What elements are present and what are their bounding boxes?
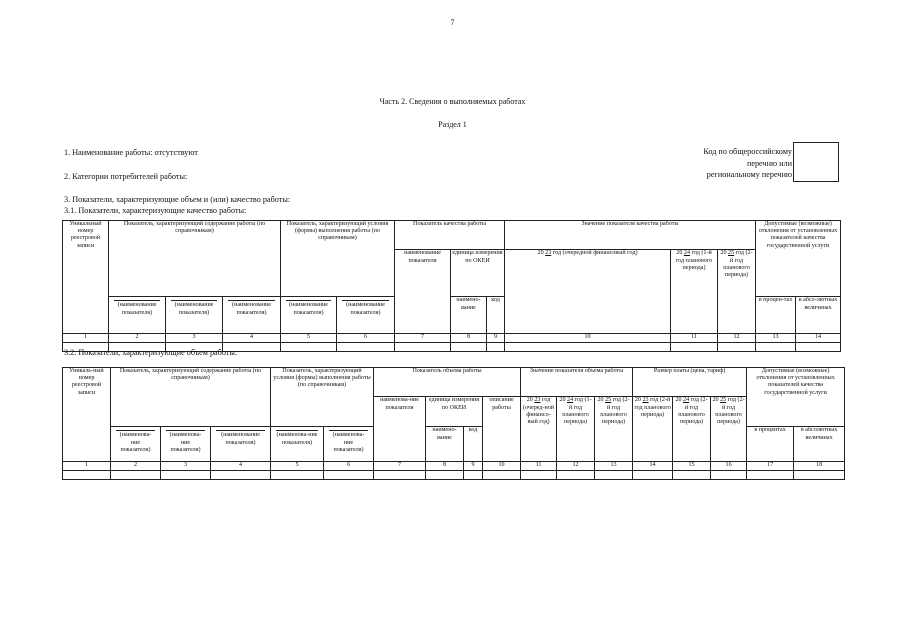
column-number: 5 (271, 462, 324, 471)
content-sub-3 (211, 427, 271, 462)
allowed-blank (747, 397, 845, 427)
value-year-2-value: 24 (567, 397, 574, 404)
column-number: 14 (633, 462, 673, 471)
content-sub-2-text: (наименова-ние показателя) (166, 430, 205, 454)
value-year-1-value: 23 (534, 397, 541, 404)
allowed-blank (756, 250, 841, 297)
col-unit-code: код (464, 427, 483, 462)
column-number: 8 (451, 334, 487, 343)
content-sub-1-text: (наименование показателя) (114, 300, 160, 316)
conditions-sub-2-text: (наименование показателя) (342, 300, 389, 316)
year-2-suffix: год (1-й год планового периода) (675, 250, 713, 271)
column-number: 3 (166, 334, 223, 343)
consumer-category-line: 2. Категории потребителей работы: (64, 172, 188, 181)
column-number: 16 (711, 462, 747, 471)
col-fee-year-2 (673, 397, 711, 462)
fee-year-1-suffix: год (2-й год планового периода) (634, 397, 671, 418)
column-number: 9 (487, 334, 505, 343)
col-unit-name: наимено-вание (451, 297, 487, 334)
value-year-1-suffix: год (очеред-ной финансо-вый год) (523, 397, 555, 425)
content-sub-2-text: (наименование показателя) (171, 300, 217, 316)
content-blank (111, 397, 271, 427)
col-description: описание работы (483, 397, 521, 462)
column-number: 14 (796, 334, 841, 343)
column-number: 2 (109, 334, 166, 343)
section-title: Раздел 1 (438, 120, 467, 129)
col-year-2 (671, 250, 718, 334)
col-content: Показатель, характеризующий содержание работы (по справочникам) (109, 221, 281, 250)
col-conditions: Показатель, характеризующий условия (формы) выполнения работы (по справочникам) (271, 368, 374, 397)
column-number: 13 (756, 334, 796, 343)
col-content: Показатель, характеризующий содержание работы (по справочникам) (111, 368, 271, 397)
col-value-year-3 (595, 397, 633, 462)
column-number: 3 (161, 462, 211, 471)
col-unit-code: код (487, 297, 505, 334)
col-fee-year-3 (711, 397, 747, 462)
year-2-value: 24 (683, 250, 690, 257)
column-number: 9 (464, 462, 483, 471)
column-number: 6 (324, 462, 374, 471)
conditions-blank (271, 397, 374, 427)
content-sub-1 (109, 297, 166, 334)
column-number: 12 (557, 462, 595, 471)
fee-year-3-prefix: 20 (712, 397, 719, 404)
quality-indicators-table (62, 220, 841, 352)
column-number: 4 (223, 334, 281, 343)
year-3-suffix: год (2-й год планового периода) (723, 250, 753, 278)
value-year-3-prefix: 20 (597, 397, 604, 404)
col-allowed (756, 221, 841, 250)
column-number: 13 (595, 462, 633, 471)
column-number: 10 (505, 334, 671, 343)
content-sub-3-text: (наименование показателя) (216, 430, 265, 446)
col-fee: Размер платы (цена, тариф) (633, 368, 747, 397)
fee-year-3-value: 25 (720, 397, 727, 404)
column-number: 6 (337, 334, 395, 343)
col-unit: единица измерения по ОКЕИ (426, 397, 483, 427)
col-value: Значение показателя объема работы (521, 368, 633, 397)
column-numbers-row (63, 462, 845, 471)
table-row (63, 471, 845, 480)
content-sub-3-text: (наименование показателя) (228, 300, 275, 316)
year-3-value: 25 (728, 250, 735, 257)
col-value-year-1 (521, 397, 557, 462)
value-year-2-suffix: год (1-й год планового периода) (562, 397, 592, 425)
column-number: 4 (211, 462, 271, 471)
col-percent: в процен-тах (756, 297, 796, 334)
column-number: 11 (521, 462, 557, 471)
col-percent: в процентах (747, 427, 794, 462)
value-year-2-prefix: 20 (559, 397, 566, 404)
fee-year-2-suffix: год (2-й год планового периода) (678, 397, 708, 425)
conditions-sub-1 (281, 297, 337, 334)
col-value-year-2 (557, 397, 595, 462)
column-number: 12 (718, 334, 756, 343)
column-number: 5 (281, 334, 337, 343)
col-volume: Показатель объема работы (374, 368, 521, 397)
fee-year-1-prefix: 20 (634, 397, 641, 404)
col-absolute: в абсо-лютных величинах (796, 297, 841, 334)
column-number: 8 (426, 462, 464, 471)
code-label-line-2: перечню или (746, 158, 792, 168)
year-1-value: 23 (545, 250, 552, 257)
col-indicator-name: наименование показателя (395, 250, 451, 334)
column-number: 1 (63, 334, 109, 343)
col-conditions: Показатель, характеризующий условия (формы) выполнения работы (по справочникам) (281, 221, 395, 250)
year-1-prefix: 20 (537, 250, 544, 257)
col-unit-name: наимено-вание (426, 427, 464, 462)
code-label-line-3: региональному перечню (706, 170, 792, 179)
column-number: 10 (483, 462, 521, 471)
conditions-blank (281, 250, 395, 297)
conditions-sub-2 (324, 427, 374, 462)
code-box (793, 142, 839, 182)
value-year-3-suffix: год (2-й год планового периода) (600, 397, 630, 425)
col-year-1 (505, 250, 671, 334)
conditions-sub-2-text: (наименова-ние показателя) (329, 430, 368, 454)
conditions-sub-1-text: (наименование показателя) (286, 300, 331, 316)
col-unique-number: Уникаль-ный номер реестровой записи (63, 368, 111, 462)
year-2-prefix: 20 (676, 250, 683, 257)
year-1-suffix: год (очередной финансовый год) (552, 250, 638, 257)
col-unit: единица измерения по ОКЕИ (451, 250, 505, 297)
value-year-3-value: 25 (605, 397, 612, 404)
col-quality: Показатель качества работы (395, 221, 505, 250)
column-number: 7 (374, 462, 426, 471)
column-number: 2 (111, 462, 161, 471)
column-number: 1 (63, 462, 111, 471)
column-numbers-row (63, 334, 841, 343)
fee-year-2-value: 24 (683, 397, 690, 404)
content-sub-3 (223, 297, 281, 334)
fee-year-3-suffix: год (2-й год планового периода) (715, 397, 745, 425)
content-blank (109, 250, 281, 297)
value-year-1-prefix: 20 (526, 397, 533, 404)
content-sub-1 (111, 427, 161, 462)
content-sub-1-text: (наименова-ние показателя) (116, 430, 155, 454)
col-fee-year-1 (633, 397, 673, 462)
fee-year-1-value: 23 (642, 397, 649, 404)
code-label (703, 146, 792, 181)
column-number: 17 (747, 462, 794, 471)
col-unique-number: Уникальный номер реестровой записи (63, 221, 109, 334)
conditions-sub-2 (337, 297, 395, 334)
column-number: 11 (671, 334, 718, 343)
column-number: 7 (395, 334, 451, 343)
col-indicator-name: наименова-ние показателя (374, 397, 426, 462)
volume-indicators-table (62, 367, 845, 480)
column-number: 18 (794, 462, 845, 471)
conditions-sub-1-text: (наименова-ние показателя) (276, 432, 318, 446)
work-name-line: 1. Наименование работы: отсутствуют (64, 148, 198, 157)
volume-indicators-heading: 3.2. Показатели, характеризующие объем работы: (64, 348, 238, 357)
col-year-3 (718, 250, 756, 334)
code-label-line-1: Код по общероссийскому (703, 147, 792, 156)
col-absolute: в абсолютных величинах (794, 427, 845, 462)
col-allowed-text: Допустимые (возможные) отклонения от установленных показателей качества государственной услуги (758, 221, 838, 249)
fee-year-2-prefix: 20 (675, 397, 682, 404)
quality-indicators-heading: 3.1. Показатели, характеризующие качество работы: (64, 206, 247, 215)
col-allowed: Допустимые (возможные) отклонения от установленных показателей качества государственной услуги (747, 368, 845, 397)
page-number: 7 (450, 18, 455, 27)
indicators-heading: 3. Показатели, характеризующие объем и (или) качество работы: (64, 195, 291, 204)
content-sub-2 (166, 297, 223, 334)
part-title: Часть 2. Сведения о выполняемых работах (379, 97, 526, 106)
year-3-prefix: 20 (720, 250, 727, 257)
col-value: Значение показателя качества работы (505, 221, 756, 250)
conditions-sub-1 (271, 427, 324, 462)
content-sub-2 (161, 427, 211, 462)
column-number: 15 (673, 462, 711, 471)
